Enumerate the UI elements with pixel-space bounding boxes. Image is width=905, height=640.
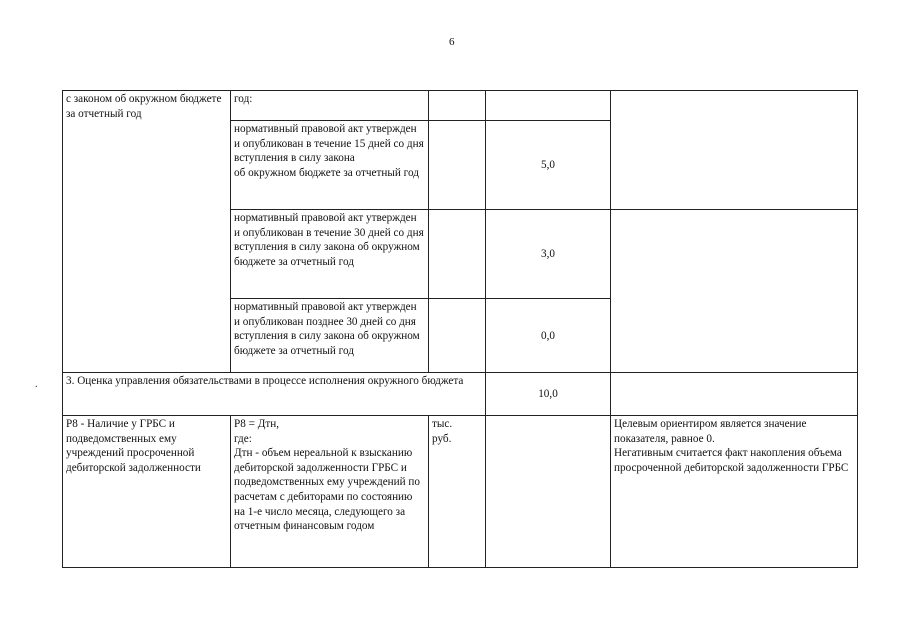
stray-mark: . xyxy=(35,379,38,390)
comment-cell: Целевым ориентиром является значение показателя, равное 0. Негативным считается факт накопления объема просроченной дебиторской задолженности ГРБС xyxy=(611,416,858,568)
unit-cell xyxy=(429,299,486,373)
score-cell: 0,0 xyxy=(486,299,611,373)
score-cell: 5,0 xyxy=(486,121,611,210)
comment-cell xyxy=(611,91,858,210)
score-cell xyxy=(486,91,611,121)
unit-cell xyxy=(429,210,486,299)
criteria-table xyxy=(62,90,858,568)
unit-cell xyxy=(429,121,486,210)
table-row xyxy=(63,416,858,568)
comment-cell xyxy=(611,373,858,416)
formula-cell: год: xyxy=(231,91,429,121)
page-number: 6 xyxy=(449,36,455,48)
score-cell: 3,0 xyxy=(486,210,611,299)
comment-cell xyxy=(611,210,858,373)
section-row xyxy=(63,373,858,416)
unit-cell xyxy=(429,91,486,121)
score-cell xyxy=(486,416,611,568)
section-title-cell: 3. Оценка управления обязательствами в процессе исполнения окружного бюджета xyxy=(63,373,486,416)
unit-cell: тыс. руб. xyxy=(429,416,486,568)
formula-cell: P8 = Дтн, где: Дтн - объем нереальной к взысканию дебиторской задолженности ГРБС и подведомственных ему учреждений по расчетам с дебиторами по состоянию на 1-е число месяца, следующего за отчетным финансовым годом xyxy=(231,416,429,568)
indicator-cell: P8 - Наличие у ГРБС и подведомственных ему учреждений просроченной дебиторской задолженности xyxy=(63,416,231,568)
option-text-cell: нормативный правовой акт утвержден и опубликован в течение 30 дней со дня вступления в силу закона об окружном бюджете за отчетный год xyxy=(231,210,429,299)
option-text-cell: нормативный правовой акт утвержден и опубликован позднее 30 дней со дня вступления в силу закона об окружном бюджете за отчетный год xyxy=(231,299,429,373)
indicator-cell: с законом об окружном бюджете за отчетный год xyxy=(63,91,231,373)
score-cell: 10,0 xyxy=(486,373,611,416)
option-text-cell: нормативный правовой акт утвержден и опубликован в течение 15 дней со дня вступления в силу закона об окружном бюджете за отчетный год xyxy=(231,121,429,210)
table-row xyxy=(63,91,858,121)
